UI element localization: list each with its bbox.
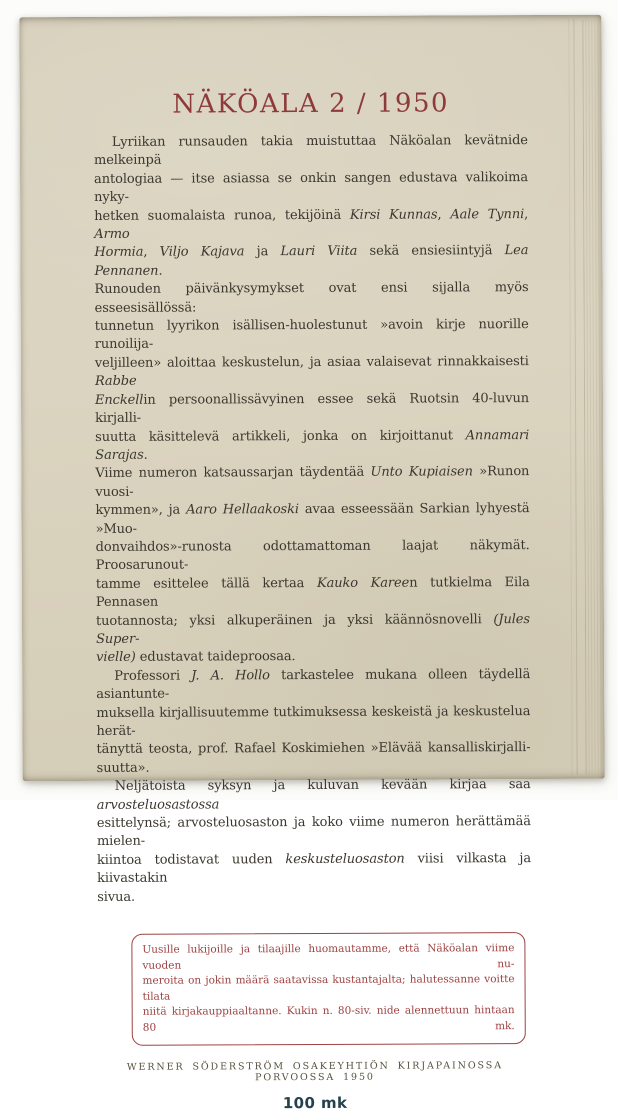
body-text-line: veljilleen» aloittaa keskustelun, ja asiaa valaisevat rinnakkaisesti Rabbe [94,353,529,390]
body-text-line: Lyriikan runsauden takia muistuttaa Näköalan kevätnide melkeinpä [93,133,528,169]
printer-imprint: WERNER SÖDERSTRÖM OSAKEYHTIÖN KIRJAPAINOSSA PORVOOSSA 1950 [126,1060,503,1084]
body-text-line: sivua. [97,889,136,905]
body-text-line: muksella kirjallisuutemme tutkimuksessa keskeistä ja keskustelua herät- [96,703,531,739]
notice-text-line: Uusille lukijoille ja tilaajille huomautamme, että Näköalan viime vuoden nu- [142,942,515,972]
body-text-line: tamme esittelee tällä kertaa Kauko Kareen tutkielma Eila Pennasen [95,574,530,611]
body-text-line: hetken suomalaista runoa, tekijöinä Kirsi Kunnas, Aale Tynni, Armo [94,206,529,242]
notice-text-line: meroita on jokin määrä saatavissa kustantajalta; halutessanne voitte tilata [142,973,515,1003]
body-text-line: Runouden päivänkysymykset ovat ensi sijalla myös esseesisällössä: [94,280,529,316]
body-text-line: Neljätoista syksyn ja kuluvan kevään kirjaa saa arvosteluosastossa [96,777,531,813]
body-text-line: Professori J. A. Hollo tarkastelee mukana olleen täydellä asiantunte- [96,666,531,703]
cover-content [93,15,532,1113]
body-text-line: antologiaa — itse asiassa se onkin sangen edustava valikoima nyky- [94,169,529,206]
body-text-line: tunnetun lyyrikon isällisen-huolestunut »avoin kirje nuorille runoilija- [94,317,529,353]
magazine-title: NÄKÖALA 2 / 1950 [172,88,450,120]
body-text-line: Viime numeron katsaussarjan täydentää Unto Kupiaisen »Runon vuosi- [95,464,530,500]
body-text-line: donvaihdos»-runosta odottamattoman laajat näkymät. Proosarunout- [95,537,530,574]
body-text-line: suutta». [96,760,150,776]
body-text-line: esittelynsä; arvosteluosaston ja koko viime numeron herättämää mielen- [96,814,531,850]
subscription-notice-box [131,932,525,1046]
body-text-line: Enckellin persoonallissävyinen essee sekä Ruotsin 40-luvun kirjalli- [94,390,530,427]
book-back-cover [19,15,604,1113]
body-text-line: kymmen», ja Aaro Hellaakoski avaa esseessään Sarkian lyhyestä »Muo- [95,501,530,537]
body-text-line: suutta käsittelevä artikkeli, jonka on kirjoittanut Annamari Sarajas. [95,427,530,463]
body-text-line: tänyttä teosta, prof. Rafael Koskimiehen »Elävää kansalliskirjalli- [96,740,531,758]
body-text-line: Hormia, Viljo Kajava ja Lauri Viita sekä ensiesiintyjä Lea Pennanen. [94,243,529,279]
description-text [94,132,531,907]
price-label: 100 mk [282,1093,348,1113]
page-edges [582,20,603,775]
cover-crease [573,19,577,775]
body-text-line: vielle) edustavat taideproosaa. [96,649,296,666]
body-text-line: tuotannosta; yksi alkuperäinen ja yksi käännösnovelli (Jules Super- [95,611,530,647]
body-text-line: kiintoa todistavat uuden keskusteluosaston viisi vilkasta ja kiivastakin [96,850,532,887]
notice-text-line: niitä kirjakauppiaaltanne. Kukin n. 80-siv. nide alennettuun hintaan 80 mk. [142,1004,515,1034]
